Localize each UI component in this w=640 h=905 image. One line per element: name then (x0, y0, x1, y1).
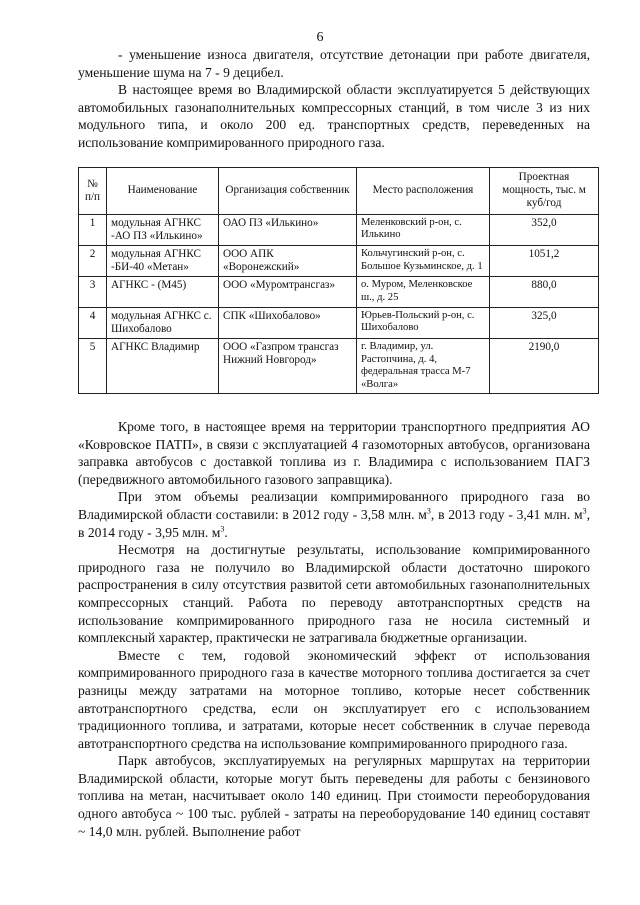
table-row (79, 339, 599, 394)
cell-num: 5 (79, 339, 107, 394)
cubic-superscript: 3 (220, 524, 225, 534)
cell-capacity: 352,0 (490, 214, 599, 245)
paragraph-despite: Несмотря на достигнутые результаты, использование компримированного природного газа не получило во Владимирской области достаточно широкого распространения в силу отсутствия развитой сети автомобильных газонаполнительных компрессорных станций. Работа по переводу автотранспортных средств на использование компримированного природного газа не носила системный и комплексный характер, практически не затрагивала бюджетные организации. (78, 542, 590, 646)
volumes-2013: , в 2013 году - 3,41 млн. м (430, 506, 583, 522)
paragraph-bus-fleet: Парк автобусов, эксплуатируемых на регулярных маршрутах на территории Владимирской области, которые могут быть переведены для работы с бензинового топлива на метан, насчитывает около 140 единиц. При стоимости переоборудования одного автобуса ~ 100 тыс. рублей - затраты на переоборудование 140 единиц составят ~ 14,0 млн. рублей. Выполнение работ (78, 753, 590, 839)
cell-location: Кольчугинский р-он, с. Большое Кузьминское, д. 1 (357, 246, 490, 277)
paragraph-stations-count: В настоящее время во Владимирской области эксплуатируется 5 действующих автомобильных газонаполнительных компрессорных станций, в том числе 3 из них модульного типа, и около 200 ед. транспортных средств, переведенных на использование компримированного природного газа. (78, 82, 590, 150)
cell-name: модульная АГНКС -АО ПЗ «Илькино» (107, 214, 219, 245)
cell-capacity: 325,0 (490, 307, 599, 338)
header-owner: Организация собственник (219, 168, 357, 215)
cell-owner: ОАО ПЗ «Илькино» (219, 214, 357, 245)
intro-text (78, 46, 590, 152)
page-number: 6 (316, 30, 324, 45)
paragraph-volumes (78, 488, 590, 541)
paragraph-engine-wear: - уменьшение износа двигателя, отсутствие детонации при работе двигателя, уменьшение шума на 7 - 9 децибел. (78, 47, 590, 80)
cell-location: г. Владимир, ул. Растопчина, д. 4, федеральная трасса М-7 «Волга» (357, 339, 490, 394)
table-row (79, 214, 599, 245)
cell-owner: ООО АПК «Воронежский» (219, 246, 357, 277)
body-text (78, 418, 590, 840)
table-row (79, 277, 599, 307)
table-header-row (79, 168, 599, 215)
table-row (79, 307, 599, 338)
cell-name: модульная АГНКС -БИ-40 «Метан» (107, 246, 219, 277)
cell-location: Юрьев-Польский р-он, с. Шихобалово (357, 307, 490, 338)
cell-owner: ООО «Газпром трансгаз Нижний Новгород» (219, 339, 357, 394)
header-num: № п/п (79, 168, 107, 215)
cell-name: АГНКС - (М45) (107, 277, 219, 307)
cell-location: Меленковский р-он, с. Илькино (357, 214, 490, 245)
cubic-superscript: 3 (582, 506, 587, 516)
header-location: Место расположения (357, 168, 490, 215)
cell-capacity: 2190,0 (490, 339, 599, 394)
cell-name: модульная АГНКС с. Шихобалово (107, 307, 219, 338)
volumes-end: . (224, 524, 228, 540)
header-capacity: Проектная мощность, тыс. м куб/год (490, 168, 599, 215)
cell-num: 4 (79, 307, 107, 338)
paragraph-economic-effect: Вместе с тем, годовой экономический эффект от использования компримированного природного газа в качестве моторного топлива достигается за счет разницы между затратами на моторное топливо, которые несет собственник автотранспортного средства, если он эксплуатирует его с использованием традиционного топлива, и затратами, которые несет собственник в случае перевода автотранспортного средства на использование компримированного природного газа. (78, 647, 590, 751)
cell-capacity: 1051,2 (490, 246, 599, 277)
header-name: Наименование (107, 168, 219, 215)
cubic-superscript: 3 (426, 506, 431, 516)
paragraph-kovrov: Кроме того, в настоящее время на территории транспортного предприятия АО «Ковровское ПАТП», в связи с эксплуатацией 4 газомоторных автобусов, организована заправка автобусов с доставкой топлива из г. Владимира с использованием ПАГЗ (передвижного автомобильного газового заправщика). (78, 419, 590, 487)
volumes-2014: , в 2014 году - 3,95 млн. м (78, 506, 590, 540)
stations-table (78, 167, 599, 394)
cell-name: АГНКС Владимир (107, 339, 219, 394)
cell-location: о. Муром, Меленковское ш., д. 25 (357, 277, 490, 307)
cell-capacity: 880,0 (490, 277, 599, 307)
volumes-2012: При этом объемы реализации компримированного природного газа во Владимирской области составили: в 2012 году - 3,58 млн. м (78, 489, 590, 522)
cell-num: 2 (79, 246, 107, 277)
cell-num: 3 (79, 277, 107, 307)
cell-owner: ООО «Муромтрансгаз» (219, 277, 357, 307)
table-row (79, 246, 599, 277)
cell-num: 1 (79, 214, 107, 245)
cell-owner: СПК «Шихобалово» (219, 307, 357, 338)
